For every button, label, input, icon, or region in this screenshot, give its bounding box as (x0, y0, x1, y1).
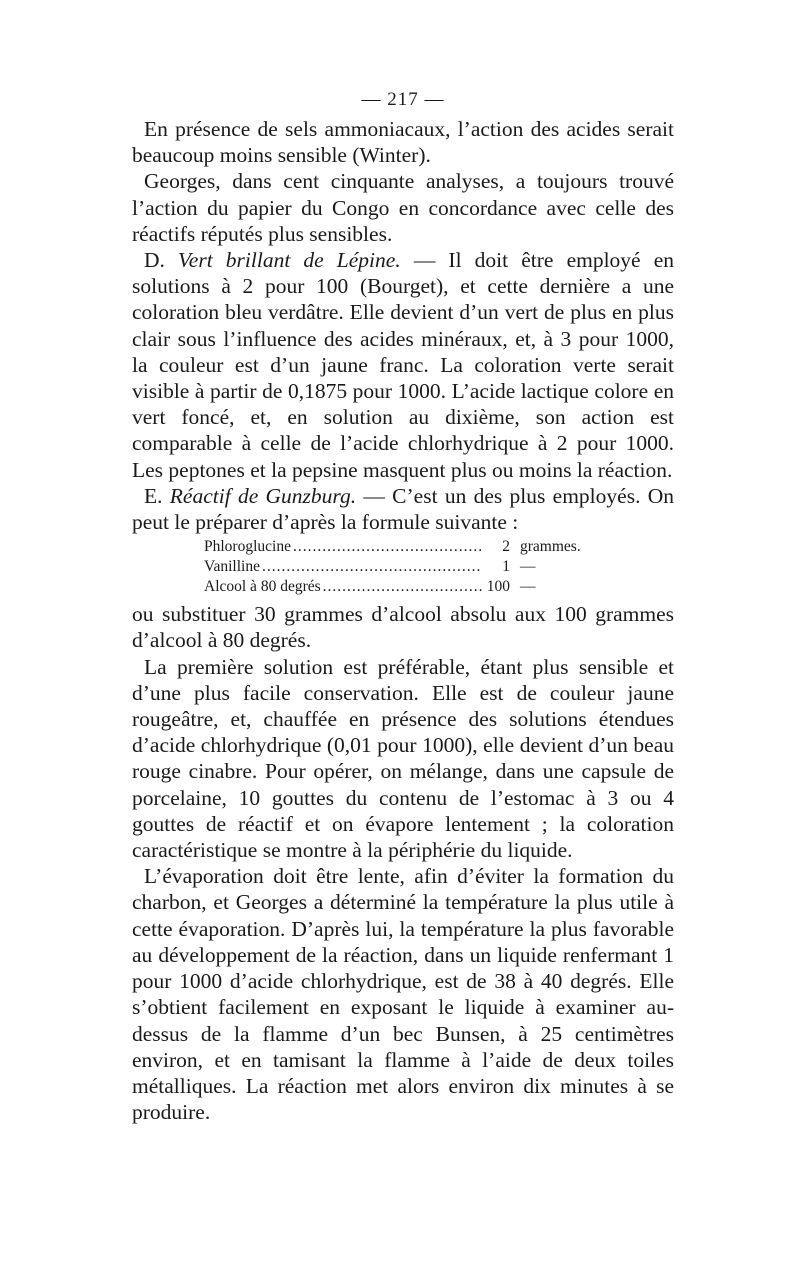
section-e-text: — C’est un des plus employés. On peut le préparer d’après la formule suivante : (132, 483, 674, 535)
paragraph-substitution: ou substituer 30 grammes d’alcool absolu aux 100 grammes d’alcool à 80 degrés. (132, 602, 674, 653)
section-d-vert-brillant (132, 247, 674, 483)
book-page (132, 88, 674, 1125)
leader-dots (260, 557, 482, 577)
formula-quantity: 100 (486, 578, 510, 596)
leader-dots (321, 577, 482, 597)
section-e-gunzburg (132, 483, 674, 535)
formula-row-phloroglucine (204, 537, 604, 557)
formula-ingredient: Phloroglucine (204, 538, 291, 556)
formula-unit: — (520, 558, 536, 576)
formula-ingredient: Vanilline (204, 558, 260, 576)
formula-quantity: 1 (502, 558, 510, 576)
paragraph-first-solution: La première solution est préférable, étant plus sensible et d’une plus facile conservation. Elle est de couleur jaune rougeâtre, et, chauffée en présence des solutions étendues d’acide chlorhydrique (0,01 pour 1000), elle devient d’un beau rouge cinabre. Pour opérer, on mélange, dans une capsule de porcelaine, 10 gouttes du contenu de l’estomac à 3 ou 4 gouttes de réactif et on évapore lentement ; la coloration caractéristique se montre à la périphérie du liquide. (132, 654, 674, 863)
page-number: — 217 — (361, 89, 445, 110)
formula-quantity: 2 (502, 538, 510, 556)
formula-unit: — (520, 578, 536, 596)
paragraph-ammoniacal-salts: En présence de sels ammoniacaux, l’action des acides serait beaucoup moins sensible (Winter). (132, 117, 674, 168)
formula-ingredient: Alcool à 80 degrés (204, 578, 321, 596)
paragraph-georges-congo: Georges, dans cent cinquante analyses, a toujours trouvé l’action du papier du Congo en concordance avec celle des réactifs réputés plus sensibles. (132, 169, 674, 246)
reagent-formula (204, 537, 604, 597)
formula-unit: grammes. (520, 538, 581, 556)
section-d-title: Vert brillant de Lépine. (178, 248, 401, 273)
leader-dots (291, 537, 482, 557)
section-e-lead: E. (144, 483, 170, 508)
formula-row-alcool (204, 577, 604, 597)
formula-row-vanilline (204, 557, 604, 577)
section-d-text: — Il doit être employé en solutions à 2 pour 100 (Bourget), et cette dernière a une coloration bleu verdâtre. Elle devient d’un vert de plus en plus clair sous l’influence des acides minéraux, et, à 3 pour 1000, la couleur est d’un jaune franc. La coloration verte serait visible à partir de 0,1875 pour 1000. L’acide lactique colore en vert foncé, et, en solution au dixième, son action est comparable à celle de l’acide chlorhydrique à 2 pour 1000. Les peptones et la pepsine masquent plus ou moins la réaction. (132, 248, 675, 482)
section-e-title: Réactif de Gunzburg. (169, 483, 357, 508)
paragraph-evaporation: L’évaporation doit être lente, afin d’éviter la formation du charbon, et Georges a déterminé la température la plus utile à cette évaporation. D’après lui, la température la plus favorable au développement de la réaction, dans un liquide renfermant 1 pour 1000 d’acide chlorhydrique, est de 38 à 40 degrés. Elle s’obtient facilement en exposant le liquide à examiner au-dessus de la flamme d’un bec Bunsen, à 25 centimètres environ, et en tamisant la flamme à l’aide de deux toiles métalliques. La réaction met alors environ dix minutes à se produire. (132, 864, 674, 1125)
section-d-lead: D. (144, 248, 179, 273)
